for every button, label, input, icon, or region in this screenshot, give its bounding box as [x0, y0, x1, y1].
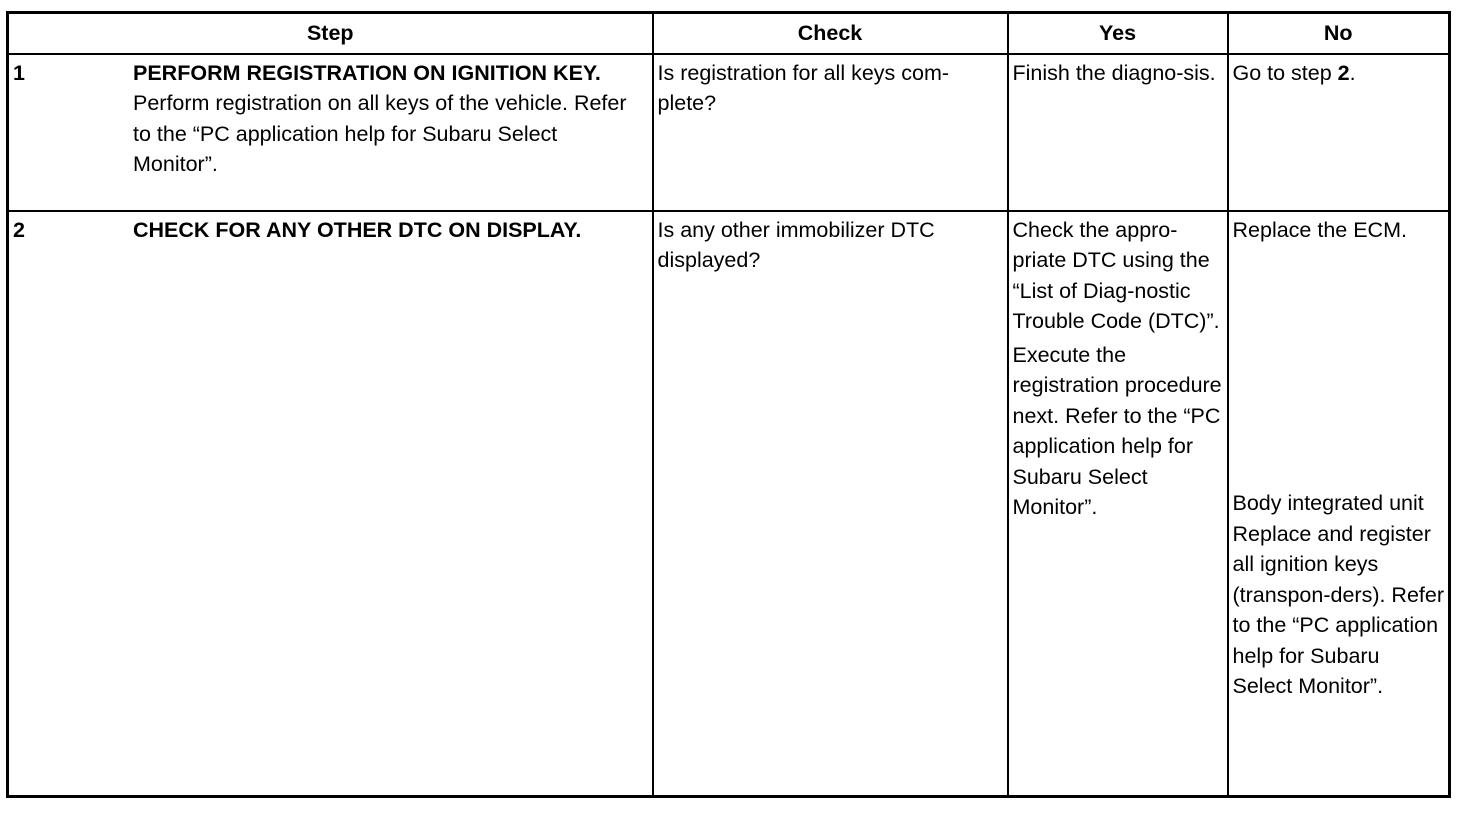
no-secondary-detail: Replace and register all ignition keys (transpon-ders). Refer to the “PC application help for Subaru Select Monitor”. — [1232, 521, 1444, 698]
no-text — [1233, 55, 1445, 89]
step-detail: Perform registration on all keys of the vehicle. Refer to the “PC application help for Subaru Select Monitor”. — [133, 91, 627, 176]
step-number: 2 — [13, 217, 25, 242]
step-title: CHECK FOR ANY OTHER DTC ON DISPLAY. — [133, 217, 582, 242]
yes-check-text: Check the appro-priate DTC using the “List of Diag-nostic Trouble Code (DTC)”. — [1012, 217, 1220, 333]
no-cell — [1228, 211, 1450, 797]
diagnostic-procedure-table — [6, 11, 1451, 798]
no-prefix: Go to step — [1232, 60, 1338, 85]
step-body — [133, 212, 652, 246]
yes-cell — [1008, 54, 1228, 211]
step-cell — [8, 211, 653, 797]
table-row — [8, 211, 1450, 797]
check-text: Is registration for all keys com-plete? — [657, 60, 950, 115]
check-cell — [653, 54, 1008, 211]
header-no: No — [1228, 13, 1450, 54]
yes-cell — [1008, 211, 1228, 797]
header-yes: Yes — [1008, 13, 1228, 54]
no-secondary-block — [1233, 488, 1445, 702]
step-title: PERFORM REGISTRATION ON IGNITION KEY. — [133, 60, 601, 85]
no-cell — [1228, 54, 1450, 211]
header-check: Check — [653, 13, 1008, 54]
table-row — [8, 54, 1450, 211]
header-step: Step — [8, 13, 653, 54]
check-cell — [653, 211, 1008, 797]
no-primary-text: Replace the ECM. — [1232, 217, 1407, 242]
step-body — [133, 55, 652, 180]
yes-text: Finish the diagno-sis. — [1012, 60, 1216, 85]
step-cell — [8, 54, 653, 211]
check-text: Is any other immobilizer DTC displayed? — [657, 217, 935, 272]
step-number: 1 — [13, 60, 25, 85]
no-suffix: . — [1349, 60, 1356, 85]
table-header-row — [8, 13, 1450, 54]
no-step-reference[interactable]: 2 — [1337, 60, 1350, 85]
yes-instruction-text: Execute the registration procedure next. Refer to the “PC application help for Subaru Select Monitor”. — [1012, 342, 1222, 519]
no-secondary-title: Body integrated unit — [1232, 491, 1424, 515]
